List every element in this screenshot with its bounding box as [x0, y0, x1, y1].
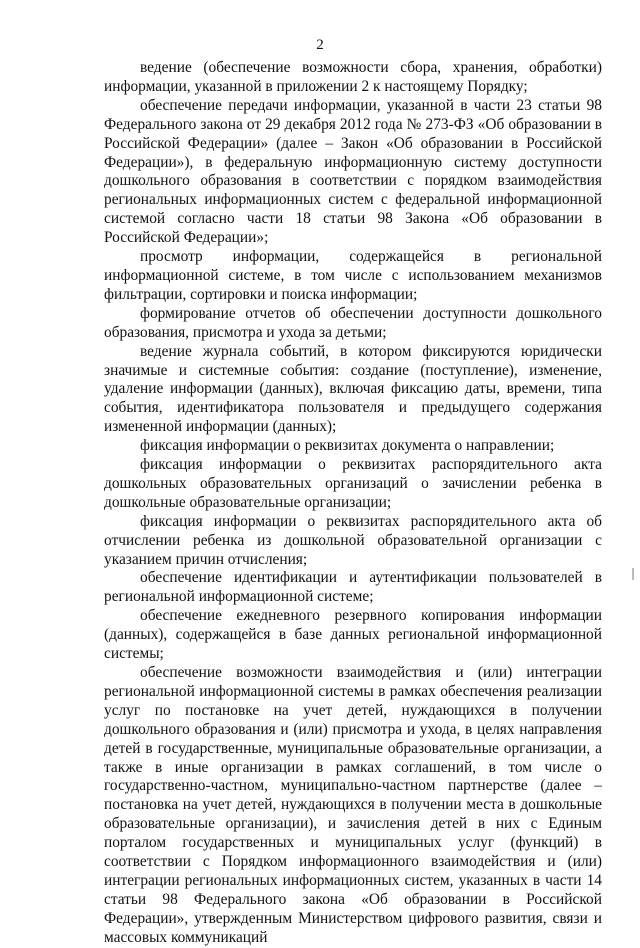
paragraph-enrollment-act: фиксация информации о реквизитах распорядительного акта дошкольных образовательных организаций о зачислении ребенка в дошкольные образовательные организации;	[104, 456, 602, 511]
paragraph-expulsion-act: фиксация информации о реквизитах распорядительного акта об отчислении ребенка из дошкольной образовательной организации с указанием причин отчисления;	[104, 512, 602, 568]
paragraph-reports: формирование отчетов об обеспечении доступности дошкольного образования, присмотра и ухода за детьми;	[104, 304, 602, 341]
scan-margin-mark	[632, 568, 634, 580]
page-number: 2	[316, 37, 324, 53]
paragraph-data-management: ведение (обеспечение возможности сбора, хранения, обработки) информации, указанной в приложении 2 к настоящему Порядку;	[104, 59, 602, 95]
paragraph-referral-details: фиксация информации о реквизитах документа о направлении;	[140, 437, 555, 455]
paragraph-backup: обеспечение ежедневного резервного копирования информации (данных), содержащейся в базе данных региональной информационной системы;	[104, 607, 602, 663]
paragraph-integration: обеспечение возможности взаимодействия и (или) интеграции региональной информационной системы в рамках обеспечения реализации услуг по постановке на учет детей, нуждающихся в получении дошкольного образования и (или) присмотра и ухода, в целях направления детей в государственные, муниципальные образовательные организации, а также в иные организации в рамках соглашений, в том числе о государственно-частном, муниципально-частном партнерстве (далее – постановка на учет детей, нуждающихся в получении места в дошкольные образовательные организации), и зачисления детей в них с Единым порталом государственных и муниципальных услуг (функций) в соответствии с Порядком информационного взаимодействия и (или) интеграции региональных информационных систем, указанных в части 14 статьи 98 Федерального закона «Об образовании в Российской Федерации», утвержденным Министерством цифрового развития, связи и массовых коммуникаций	[104, 664, 602, 946]
document-body	[104, 59, 602, 948]
paragraph-event-log: ведение журнала событий, в котором фиксируются юридически значимые и системные события: создание (поступление), изменение, удаление информации (данных), включая фиксацию даты, времени, типа события, идентификатора пользователя и предыдущего содержания измененной информации (данных);	[104, 342, 602, 436]
paragraph-federal-transfer: обеспечение передачи информации, указанной в части 23 статьи 98 Федерального закона от 29 декабря 2012 года № 273-ФЗ «Об образовании в Российской Федерации» (далее – Закон «Об образовании в Российской Федерации»), в федеральную информационную систему доступности дошкольного образования в соответствии с порядком взаимодействия региональных информационных систем с федеральной информационной системой согласно части 18 статьи 98 Закона «Об образовании в Российской Федерации»;	[104, 96, 602, 247]
paragraph-authentication: обеспечение идентификации и аутентификации пользователей в региональной информационной системе;	[104, 569, 602, 606]
paragraph-view-information: просмотр информации, содержащейся в региональной информационной системе, в том числе с использованием механизмов фильтрации, сортировки и поиска информации;	[104, 248, 602, 303]
